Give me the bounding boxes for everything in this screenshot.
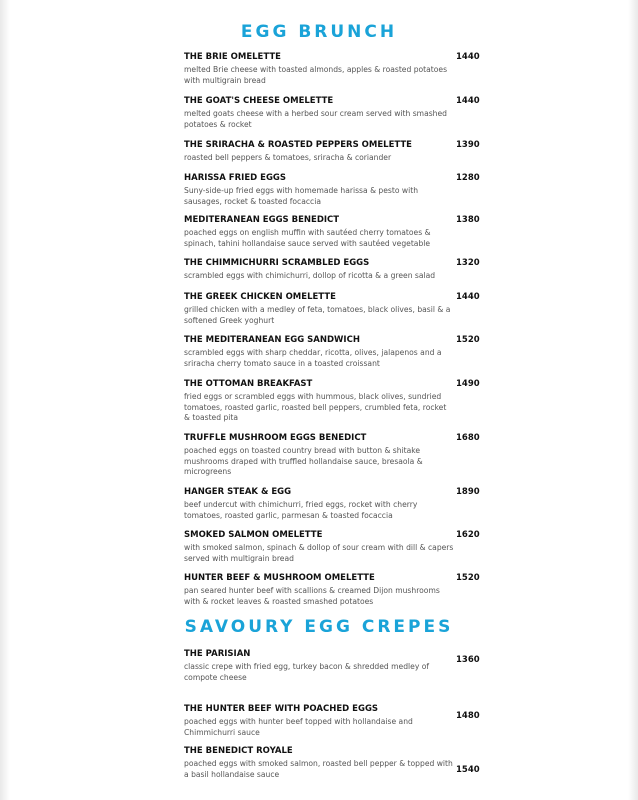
item-price: 1440 — [456, 292, 480, 302]
item-price: 1360 — [456, 655, 480, 665]
item-name: TRUFFLE MUSHROOM EGGS BENEDICT — [184, 433, 367, 443]
item-name: THE CHIMMICHURRI SCRAMBLED EGGS — [184, 258, 370, 268]
menu-item — [184, 292, 454, 326]
item-description: melted goats cheese with a herbed sour cream served with smashed potatoes & rocket — [184, 109, 447, 129]
menu-item — [184, 52, 454, 86]
item-price: 1620 — [456, 530, 480, 540]
item-description: poached eggs on toasted country bread with button & shitake mushrooms draped with truffled hollandaise sauce, bresaola & microgreens — [184, 446, 423, 476]
menu-item — [184, 530, 454, 564]
item-price: 1540 — [456, 765, 480, 775]
item-description: beef undercut with chimichurri, fried eggs, rocket with cherry tomatoes, roasted garlic, parmesan & toasted focaccia — [184, 500, 418, 520]
item-name: THE OTTOMAN BREAKFAST — [184, 379, 313, 389]
menu-item — [184, 215, 454, 249]
item-description: scrambled eggs with sharp cheddar, ricotta, olives, jalapenos and a sriracha cherry tomato sauce in a toasted croissant — [184, 348, 442, 368]
item-name: HUNTER BEEF & MUSHROOM OMELETTE — [184, 573, 375, 583]
menu-item — [184, 649, 454, 683]
menu-item — [184, 487, 454, 521]
item-name: SMOKED SALMON OMELETTE — [184, 530, 323, 540]
item-description: poached eggs with hunter beef topped with hollandaise and Chimmichurri sauce — [184, 717, 413, 737]
item-price: 1680 — [456, 433, 480, 443]
item-description: pan seared hunter beef with scallions & creamed Dijon mushrooms with & rocket leaves & roasted smashed potatoes — [184, 586, 440, 606]
menu-item — [184, 96, 454, 130]
item-price: 1440 — [456, 96, 480, 106]
item-name: THE SRIRACHA & ROASTED PEPPERS OMELETTE — [184, 140, 412, 150]
menu-item — [184, 258, 454, 282]
item-description: classic crepe with fried egg, turkey bacon & shredded medley of compote cheese — [184, 662, 430, 682]
item-price: 1280 — [456, 173, 480, 183]
item-price: 1320 — [456, 258, 480, 268]
menu-item — [184, 433, 454, 478]
item-description: Suny-side-up fried eggs with homemade harissa & pesto with sausages, rocket & toasted focaccia — [184, 186, 419, 206]
item-price: 1480 — [456, 711, 480, 721]
item-description: fried eggs or scrambled eggs with hummous, black olives, sundried tomatoes, roasted garlic, roasted bell peppers, crumbled feta, rocket & toasted pita — [184, 392, 447, 422]
menu-item — [184, 704, 454, 738]
item-name: THE BENEDICT ROYALE — [184, 746, 293, 756]
menu-item — [184, 335, 454, 369]
item-price: 1380 — [456, 215, 480, 225]
item-price: 1390 — [456, 140, 480, 150]
item-name: HANGER STEAK & EGG — [184, 487, 292, 497]
item-name: THE GOAT'S CHEESE OMELETTE — [184, 96, 334, 106]
section-title-savoury-egg-crepes: SAVOURY EGG CREPES — [184, 617, 454, 637]
item-description: grilled chicken with a medley of feta, tomatoes, black olives, basil & a softened Greek yoghurt — [184, 305, 451, 325]
item-name: THE GREEK CHICKEN OMELETTE — [184, 292, 336, 302]
item-name: THE PARISIAN — [184, 649, 251, 659]
item-description: poached eggs with smoked salmon, roasted bell pepper & topped with a basil hollandaise sauce — [184, 759, 453, 779]
menu-item — [184, 573, 454, 607]
item-description: poached eggs on english muffin with sautéed cherry tomatoes & spinach, tahini hollandaise sauce served with sautéed vegetable — [184, 228, 431, 248]
section-title-egg-brunch: EGG BRUNCH — [240, 22, 398, 42]
item-price: 1520 — [456, 573, 480, 583]
page-edge-left — [0, 0, 10, 800]
item-description: scrambled eggs with chimichurri, dollop of ricotta & a green salad — [184, 271, 436, 280]
menu-item — [184, 746, 454, 780]
item-price: 1890 — [456, 487, 480, 497]
menu-item — [184, 173, 454, 207]
item-description: roasted bell peppers & tomatoes, sriracha & coriander — [184, 153, 392, 162]
page-edge-right — [628, 0, 638, 800]
item-price: 1490 — [456, 379, 480, 389]
item-description: with smoked salmon, spinach & dollop of sour cream with dill & capers served with multigrain bread — [184, 543, 454, 563]
item-description: melted Brie cheese with toasted almonds, apples & roasted potatoes with multigrain bread — [184, 65, 448, 85]
menu-item — [184, 140, 454, 164]
item-name: HARISSA FRIED EGGS — [184, 173, 287, 183]
item-price: 1440 — [456, 52, 480, 62]
menu-item — [184, 379, 454, 424]
item-name: THE HUNTER BEEF WITH POACHED EGGS — [184, 704, 379, 714]
item-price: 1520 — [456, 335, 480, 345]
item-name: THE BRIE OMELETTE — [184, 52, 281, 62]
item-name: MEDITERANEAN EGGS BENEDICT — [184, 215, 340, 225]
item-name: THE MEDITERANEAN EGG SANDWICH — [184, 335, 360, 345]
